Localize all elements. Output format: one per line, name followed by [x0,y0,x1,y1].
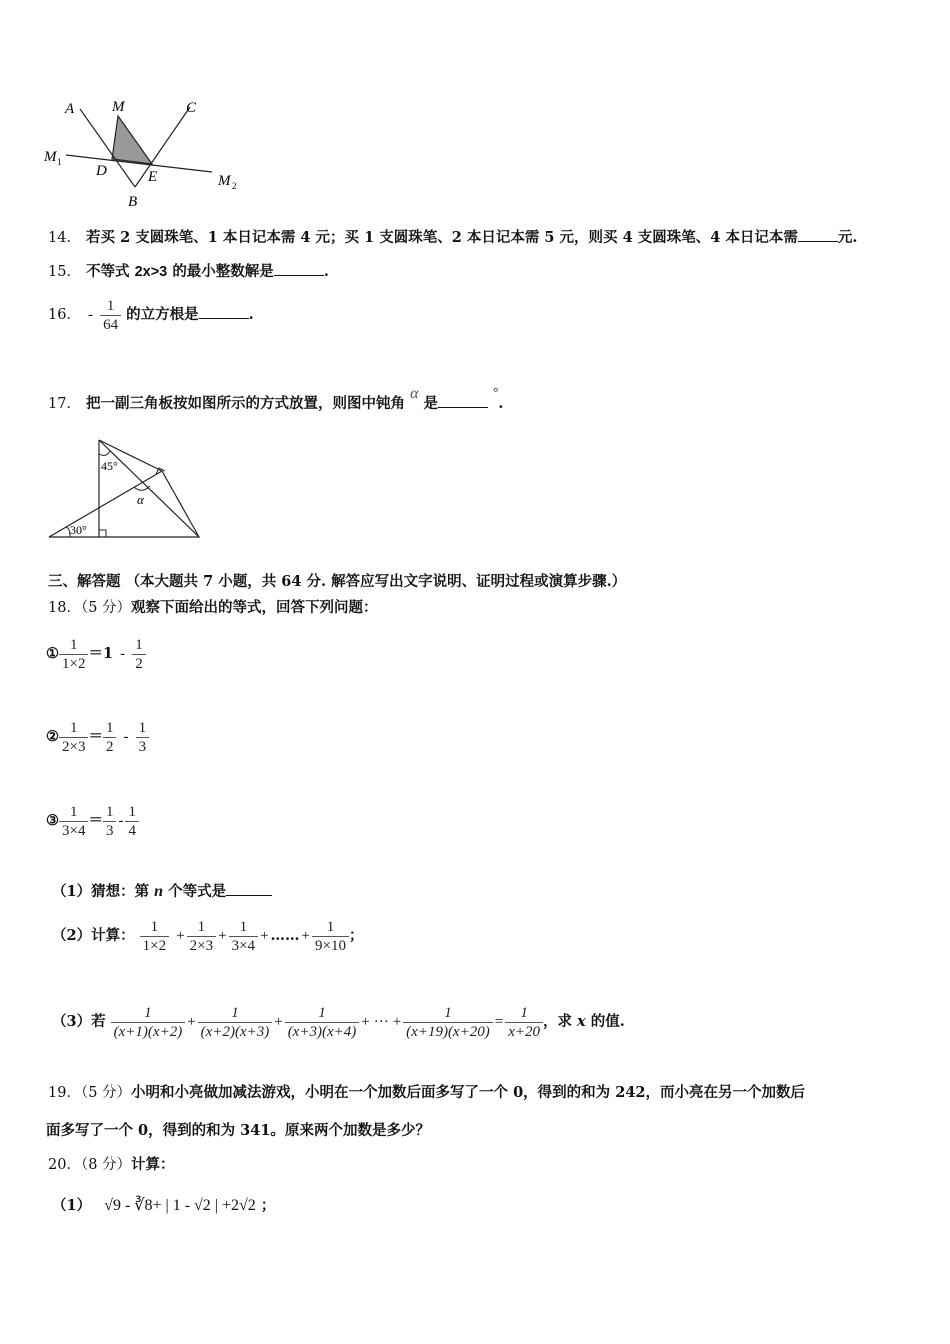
label-45: 45° [101,459,118,473]
sum-term-last: $\frac{1}{(x+19)(x+20)}$ [403,1004,493,1041]
question-number: 15． [48,264,81,280]
label-m1-sub: 1 [57,157,62,167]
end-mark: . [498,395,504,412]
part-text-2: 个等式是 [168,883,227,900]
equals: = [494,1014,504,1030]
answer-blank[interactable] [438,392,488,408]
question-text: 的立方根是 [126,306,199,323]
question-number: 14． [48,230,81,246]
variable-x: x [577,1013,586,1030]
label-m1: M [44,149,57,165]
plus-sign: + [392,1014,402,1030]
question-19-line-2 [46,1121,430,1141]
equation-mark: ① [46,645,59,662]
label-m2-sub: 2 [232,181,237,191]
question-number: 20． [48,1157,81,1173]
question-suffix: 元. [837,229,858,246]
shaded-triangle [112,116,152,164]
part-label: （1） [52,1197,92,1214]
equation-mark: ③ [46,812,59,829]
end-mark: ； [348,927,364,944]
answer-blank[interactable] [199,303,249,319]
angle-arc-45 [99,451,110,455]
expression: √9 - ∛8+ | 1 - √2 | +2√2 [104,1197,256,1214]
mid-fraction: $\frac{1}{3}$ [103,803,117,840]
question-text: 观察下面给出的等式，回答下列问题： [131,599,378,616]
question-text-2: 是 [423,395,439,412]
ellipsis: …… [270,927,300,944]
label-d: D [96,163,107,179]
end-mark: . [323,263,329,280]
question-16 [48,296,254,334]
label-m: M [112,99,125,115]
plus-sign: + [176,928,185,944]
rhs-fraction: $\frac{1}{4}$ [125,803,139,840]
label-alpha: α [137,492,144,507]
sum-term-last: $\frac{1}{9\times 10}$ [312,918,349,955]
end-mark: ； [260,1197,276,1214]
question-15 [48,260,329,282]
plus-sign: + [274,1014,283,1030]
question-prefix: 不等式 [86,263,130,280]
question-number: 16． [48,307,81,323]
equals: ＝ [88,812,103,829]
lhs-fraction: $\frac{1}{1\times 2}$ [59,636,88,673]
answer-blank[interactable] [274,260,324,276]
equation-2 [46,715,149,759]
plus-sign: + [187,1014,196,1030]
question-suffix: 的最小整数解是 [172,263,274,280]
rhs-fraction: $\frac{1}{2}$ [132,636,146,673]
question-text-line-1: 小明和小亮做加减法游戏，小明在一个加数后面多写了一个 0，得到的和为 242，而小亮在另一个加数后 [131,1084,805,1101]
question-text-line-2: 面多写了一个 0，得到的和为 341。原来两个加数是多少？ [46,1122,430,1139]
degree-symbol: ° [493,384,499,399]
label-c: C [186,100,197,116]
part-text: 猜想：第 [91,883,150,900]
minus-sign: - [123,729,129,745]
question-number: 18． [48,600,81,616]
part-label: （2） [52,927,92,944]
q20-part-1 [52,1196,275,1216]
section-desc: （本大题共 7 小题，共 64 分. 解答应写出文字说明、证明过程或演算步骤.） [125,573,627,590]
equation-mark: ② [46,728,59,745]
label-30: 30° [70,523,87,537]
figure-set-squares [44,432,209,542]
equation-3 [46,799,139,843]
term-one: 1 [102,645,114,662]
score: （8 分） [80,1157,132,1173]
section-3-header [48,572,626,592]
label-m2: M [218,173,231,189]
minus-sign: - [88,307,94,323]
mid-fraction: $\frac{1}{2}$ [103,719,117,756]
rhs-fraction: $\frac{1}{x+20}$ [505,1004,543,1041]
equals: ＝ [88,728,103,745]
score: （5 分） [80,1085,132,1101]
tail-text-2: 的值. [590,1013,625,1030]
hypotenuse-30 [49,471,162,537]
sum-term-2: $\frac{1}{2\times 3}$ [187,918,216,955]
part-label: （1） [52,883,92,900]
answer-blank[interactable] [798,226,838,242]
answer-blank[interactable] [226,880,272,896]
sum-term-1: $\frac{1}{1\times 2}$ [140,918,169,955]
label-a: A [65,101,75,117]
equals: ＝ [88,645,103,662]
plus-sign: + [361,1014,370,1030]
leg-45 [162,471,199,537]
end-mark: . [248,306,254,323]
label-e: E [148,169,158,185]
lhs-fraction: $\frac{1}{3\times 4}$ [59,803,88,840]
minus-sign: - [120,646,126,662]
question-19 [48,1083,805,1103]
fraction-1-64: $\frac{1}{64}$ [100,297,121,334]
sum-term-1: $\frac{1}{(x+1)(x+2)}$ [111,1004,186,1041]
label-b: B [128,194,138,210]
plus-sign: + [218,928,227,944]
rhs-fraction: $\frac{1}{3}$ [136,719,150,756]
question-14 [48,226,857,248]
figure-lines-triangle [40,92,250,212]
ellipsis: ··· [373,1014,389,1030]
q18-part-1 [52,880,272,902]
right-angle-mark [99,530,106,537]
sum-term-2: $\frac{1}{(x+2)(x+3)}$ [198,1004,273,1041]
q18-part-2 [52,914,363,958]
score: （5 分） [80,600,132,616]
equation-1 [46,632,146,676]
question-20 [48,1155,175,1175]
inequality-expr: 2x>3 [134,264,168,280]
line-bc [135,107,190,187]
sum-term-3: $\frac{1}{(x+3)(x+4)}$ [285,1004,360,1041]
question-number: 17． [48,396,81,412]
part-text: 若 [91,1013,106,1030]
question-text: 计算： [131,1156,175,1173]
q18-part-3 [52,1000,625,1044]
minus-sign: - [118,813,124,829]
part-label: （3） [52,1013,92,1030]
alpha-symbol: α [410,385,419,402]
plus-sign: + [260,928,269,944]
question-number: 19． [48,1085,81,1101]
sum-term-3: $\frac{1}{3\times 4}$ [229,918,258,955]
question-18 [48,598,378,618]
plus-sign: + [301,928,310,944]
lhs-fraction: $\frac{1}{2\times 3}$ [59,719,88,756]
question-text: 若买 2 支圆珠笔、1 本日记本需 4 元；买 1 支圆珠笔、2 本日记本需 5 元，则买 4 支圆珠笔、4 本日记本需 [86,229,798,246]
part-text: 计算： [91,927,135,944]
section-title: 三、解答题 [48,573,121,590]
question-17 [48,384,504,414]
question-text: 把一副三角板按如图所示的方式放置，则图中钝角 [86,395,406,412]
variable-n: n [154,883,164,900]
tail-text: ，求 [542,1013,572,1030]
triangle-45 [99,440,199,537]
